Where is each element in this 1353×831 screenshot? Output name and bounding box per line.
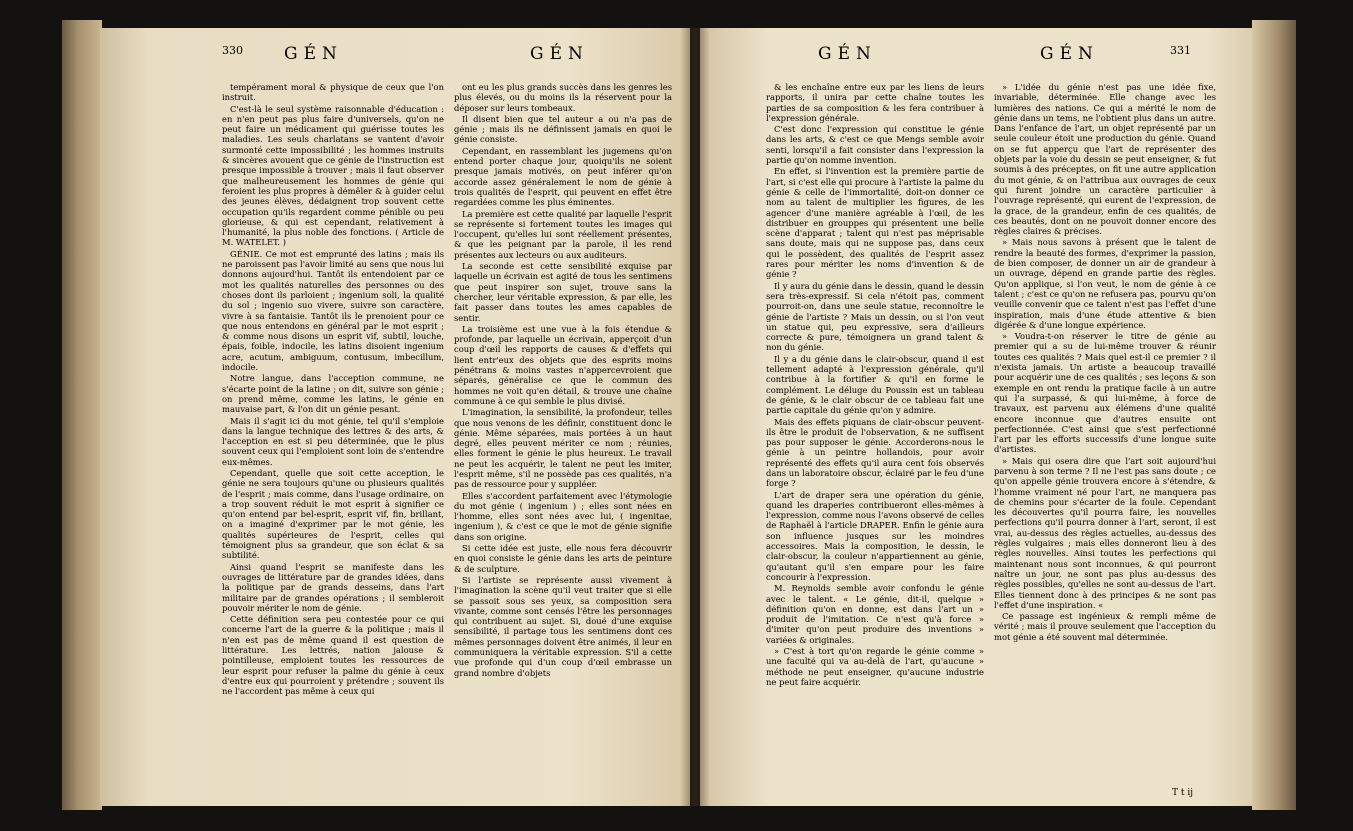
paragraph: » C'est à tort qu'on regarde le génie comme » une faculté qui va au-delà de l'art, qu'aucune » méthode ne peut enseigner, qu'aucune industrie ne peut faire acquérir. — [766, 646, 984, 687]
paragraph: Ce passage est ingénieux & rempli même de vérité ; mais il prouve seulement que l'acception du mot génie a été souvent mal déterminée. — [994, 611, 1216, 642]
paragraph: Il y aura du génie dans le dessin, quand le dessin sera très-expressif. Si cela n'étoit pas, comment pourroit-on, dans une seule statue, reconnoître le génie de l'artiste ? Mais un dessin, ou si l'on veut un statue qui, peu expressive, sera d'ailleurs correcte & pure, témoignera un grand talent & non du génie. — [766, 280, 984, 353]
paragraph: C'est donc l'expression qui constitue le génie dans les arts, & c'est ce que Mengs semble avoir senti, lorsqu'il a fait consister dans l'expression la partie qu'on nomme invention. — [766, 124, 984, 166]
left-headword-2: GÉN — [530, 44, 589, 64]
right-running-head — [778, 44, 1218, 66]
paragraph: C'est-là le seul système raisonnable d'éducation : en n'en peut pas plus faire d'universels, qu'on ne peut faire un médicament qui guérisse toutes les maladies. Les seuls charlatans se vantent d'avoir surmonté cette impossibilité ; les hommes instruits & sincères avouent que ce génie de l'instruction est presque impossible à trouver ; mais il faut observer que malheureusement les hommes de génie qui feroient les plus propres à démêler & à guider celui des jeunes élèves, dédaignent trop souvent cette occupation qu'ils regardent comme pénible ou peu glorieuse, & qui est cependant, relativement à l'humanité, la plus noble des fonctions. ( Article de M. WATELET. ) — [222, 103, 444, 248]
paragraph: Cette définition sera peu contestée pour ce qui concerne l'art de la guerre & la politique ; mais il n'en est pas de même quand il est question de littérature. Les lettrés, nation jalouse & pointilleuse, emploient toutes les ressources de leur esprit pour refuser la palme du génie à ceux d'entre eux qui pourroient y prétendre ; souvent ils ne l'accordent pas même à ceux qui — [222, 614, 444, 697]
paragraph: Notre langue, dans l'acception commune, ne s'écarte point de la latine ; on dit, suivre son génie ; on prend même, comme les latins, le génie en mauvaise part, & l'on dit un génie pesant. — [222, 373, 444, 415]
paragraph: La première est cette qualité par laquelle l'esprit se représente si fortement toutes les images qui l'occupent, qu'elles lui sont réellement présentes, & que les peignant par la parole, il les rend présentes aux lecteurs ou aux auditeurs. — [454, 208, 672, 260]
paragraph: Cependant, en rassemblant les jugemens qu'on entend porter chaque jour, quoiqu'ils ne soient presque jamais motivés, on peut inférer qu'on accorde assez généralement le nom de génie à trois qualités de l'esprit, qui peuvent en effet être regardées comme les plus éminentes. — [454, 145, 672, 208]
paragraph: Mais des effets piquans de clair-obscur peuvent-ils être le produit de l'observation, & ne suffisent pas pour supposer le génie. Accorderons-nous le génie à un peintre hollandois, pour avoir représenté des effets qu'il aura cent fois observés dans un laboratoire obscur, éclairé par le feu d'une forge ? — [766, 416, 984, 489]
right-headword-2: GÉN — [1040, 44, 1099, 64]
paragraph: En effet, si l'invention est la première partie de l'art, si c'est elle qui procure à l'artiste la palme du génie & celle de l'immortalité, doit-on donner ce nom au talent de multiplier les figures, de les agencer d'une manière agréable à l'œil, de les distribuer en grouppes qui présentent une belle scène d'apparat ; talent qui n'est pas méprisable sans doute, mais qui ne suppose pas, dans ceux qui le possèdent, des qualités de l'esprit assez rares pour mériter les noms d'invention & de génie ? — [766, 166, 984, 280]
left-page-number: 330 — [222, 44, 243, 57]
right-column-1 — [766, 82, 984, 782]
paragraph: » Mais qui osera dire que l'art soit aujourd'hui parvenu à son terme ? Il ne l'est pas sans doute ; ce qu'on appelle génie trouvera encore à s'étendre, & l'homme vraiment né pour l'art, ne manquera pas de chemins pour s'écarter de la foule. Cependant les découvertes qu'il pourra faire, les nouvelles perfections qu'il pourra donner à l'art, seront, il est vrai, au-dessus des règles actuelles, au-dessus des règles vulgaires ; mais elles donneront lieu à des règles nouvelles. Ainsi toutes les perfections qui maintenant nous sont inconnues, & qui pourront naître un jour, ne sont pas plus au-dessus des règles possibles, qu'elles ne sont au-dessus de l'art. Elles tiennent donc à des principes & ne sont pas l'effet d'une inspiration. « — [994, 455, 1216, 610]
paragraph: GÉNIE. Ce mot est emprunté des latins ; mais ils ne paroissent pas l'avoir limité au sens que nous lui donnons aujourd'hui. Tantôt ils entendoient par ce mot les qualités naturelles des personnes ou des choses dont ils parloient ; ingenium soli, la qualité du sol ; ingenio suo vivere, suivre son caractère, vivre à sa fantaisie. Tantôt ils le prenoient pour ce que nous entendons en général par le mot esprit ; & comme nous disons un esprit vif, subtil, louche, épais, foible, indocile, les latins disoient ingenium acre, acutum, ambiguum, contusum, imbecillum, indocile. — [222, 248, 444, 373]
paragraph: Elles s'accordent parfaitement avec l'étymologie du mot génie ( ingenium ) ; elles sont nées en l'homme, elles sont nées avec lui, ( ingenitae, ingenium ), & c'est ce que le mot de génie signifie dans son origine. — [454, 490, 672, 542]
paragraph: ont eu les plus grands succès dans les genres les plus élevés, ou du moins ils la réservent pour la déposer sur leurs tombeaux. — [454, 82, 672, 113]
book-edge-left — [62, 20, 102, 810]
paragraph: Il disent bien que tel auteur a ou n'a pas de génie ; mais ils ne définissent jamais en quoi le génie consiste. — [454, 113, 672, 145]
paragraph: Si l'artiste se représente aussi vivement à l'imagination la scène qu'il veut traiter que si elle se passoit sous ses yeux, sa composition sera vivante, comme sont censés l'être les personnages qui contribuent au sujet. Si, doué d'une exquise sensibilité, il partage tous les sentimens dont ces mêmes personnages doivent être animés, il leur en communiquera la véritable expression. S'il a cette vue profonde qui d'un coup d'œil embrasse un grand nombre d'objets — [454, 574, 672, 678]
paragraph: L'imagination, la sensibilité, la profondeur, telles que nous venons de les définir, constituent donc le génie. Même séparées, mais portées à un haut degré, elles peuvent mériter ce nom ; réunies, elles forment le génie le plus heureux. Le travail ne peut les acquérir, le talent ne peut les imiter, l'esprit même, s'il ne possède pas ces qualités, n'a pas de ressource pour y suppléer. — [454, 407, 672, 490]
paragraph: Cependant, quelle que soit cette acception, le génie ne sera toujours qu'une ou plusieurs qualités de l'esprit ; mais comme, dans l'usage ordinaire, on a trop souvent réduit le mot esprit à signifier ce qu'on entend par bel-esprit, esprit vif, fin, brillant, on a imaginé d'exprimer par le mot génie, les qualités supérieures de l'esprit, celles qui témoignent plus sa grandeur, que son éclat & sa subtilité. — [222, 467, 444, 561]
paragraph: » L'idée du génie n'est pas une idée fixe, invariable, déterminée. Elle change avec les lumières des nations. Ce qui a mérité le nom de génie dans un tems, ne l'obtient plus dans un autre. Dans l'enfance de l'art, un objet représenté par un seule couleur étoit une production du génie. Quand on se fut apperçu que l'art de représenter des objets par la voie du dessin se peut enseigner, & fut soumis à des préceptes, on fit une autre application du mot génie, & on l'attribua aux ouvrages de ceux qui furent joindre un caractère particulier à l'ouvrage représenté, qui eurent de l'expression, de la grace, de la grandeur, enfin de ces qualités, de ces beautés, dont on ne pouvoit donner encore des règles claires & précises. — [994, 82, 1216, 237]
paragraph: tempérament moral & physique de ceux que l'on instruit. — [222, 82, 444, 103]
paragraph: Ainsi quand l'esprit se manifeste dans les ouvrages de littérature par de grandes idées, dans la politique par de grands desseins, dans l'art militaire par de grandes opérations ; il sembleroit pouvoir mériter le nom de génie. — [222, 561, 444, 613]
left-running-head — [222, 44, 672, 66]
right-column-2 — [994, 82, 1216, 782]
book-gutter — [680, 28, 710, 806]
paragraph: M. Reynolds semble avoir confondu le génie avec le talent. « Le génie, dit-il, quelque » définition qu'on en donne, est dans l'art un » produit de l'imitation. Ce n'est qu'à force » d'imiter qu'on peut produire des inventions » variées & originales. — [766, 583, 984, 645]
paragraph: & les enchaîne entre eux par les liens de leurs rapports, il unira par cette chaîne toutes les parties de sa composition & les fera contribuer à l'expression générale. — [766, 82, 984, 123]
book-edge-right — [1252, 20, 1296, 810]
right-page-number: 331 — [1170, 44, 1191, 57]
paragraph: » Voudra-t-on réserver le titre de génie au premier qui a su de lui-même trouver & réunir toutes ces qualités ? Mais quel est-il ce premier ? il n'exista jamais. Un artiste a beaucoup travaillé pour acquérir une de ces qualités ; ses leçons & son exemple en ont rendu la pratique facile à un autre qui l'a surpassé, & qui lui-même, à force de travaux, est parvenu aux élémens d'une qualité encore inconnue que d'autres ensuite ont perfectionnée. C'est ainsi que s'est perfectionné l'art par les efforts successifs d'une longue suite d'artistes. — [994, 331, 1216, 455]
left-column-2 — [454, 82, 672, 782]
paragraph: » Mais nous savons à présent que le talent de rendre la beauté des formes, d'exprimer la passion, de bien composer, de donner un air de grandeur à un ouvrage, dépend en grande partie des règles. Qu'on applique, si l'on veut, le nom de génie à ce talent ; c'est ce qu'on ne refusera pas, pourvu qu'on veuille convenir que ce talent n'est pas l'effet d'une inspiration, mais d'une étude attentive & bien digérée & d'une longue expérience. — [994, 237, 1216, 330]
paragraph: L'art de draper sera une opération du génie, quand les draperies contribueront elles-mêmes à l'expression, comme nous l'avons observé de celles de Raphaël à l'article DRAPER. Enfin le génie aura son influence jusques sur les moindres accessoires. Mais la composition, le dessin, le clair-obscur, la couleur n'appartiennent au génie, qu'autant qu'il s'en empare pour les faire concourir à l'expression. — [766, 489, 984, 582]
paragraph: Mais il s'agit ici du mot génie, tel qu'il s'emploie dans la langue technique des lettres & des arts, & l'acception en est si peu déterminée, que le plus souvent ceux qui l'emploient sont loin de s'entendre eux-mêmes. — [222, 415, 444, 467]
paragraph: Il y a du génie dans le clair-obscur, quand il est tellement adapté à l'expression générale, qu'il contribue à la fortifier & qu'il en forme le complément. Le déluge du Poussin est un tableau de génie, & le clair obscur de ce tableau fait une partie capitale du génie qu'on y admire. — [766, 353, 984, 416]
left-column-1 — [222, 82, 444, 782]
paragraph: La seconde est cette sensibilité exquise par laquelle un écrivain est agité de tous les sentimens que peut inspirer son sujet, trouve sans la chercher, leur véritable expression, & par elle, les fait passer dans toutes les ames capables de sentir. — [454, 261, 672, 323]
left-headword-1: GÉN — [284, 44, 343, 64]
paragraph: Si cette idée est juste, elle nous fera découvrir en quoi consiste le génie dans les arts de peinture & de sculpture. — [454, 543, 672, 574]
signature-mark: T t ij — [1172, 788, 1194, 798]
paragraph: La troisième est une vue à la fois étendue & profonde, par laquelle un écrivain, apperçoit d'un coup d'œil les rapports de causes & d'effets qui lient entr'eux des objets que des esprits moins pénétrans & moins vastes n'appercevroient que séparés, généralise ce que le commun des hommes ne voit qu'en détail, & trouve une chaîne commune à ce qui semble le plus divisé. — [454, 323, 672, 406]
right-headword-1: GÉN — [818, 44, 877, 64]
